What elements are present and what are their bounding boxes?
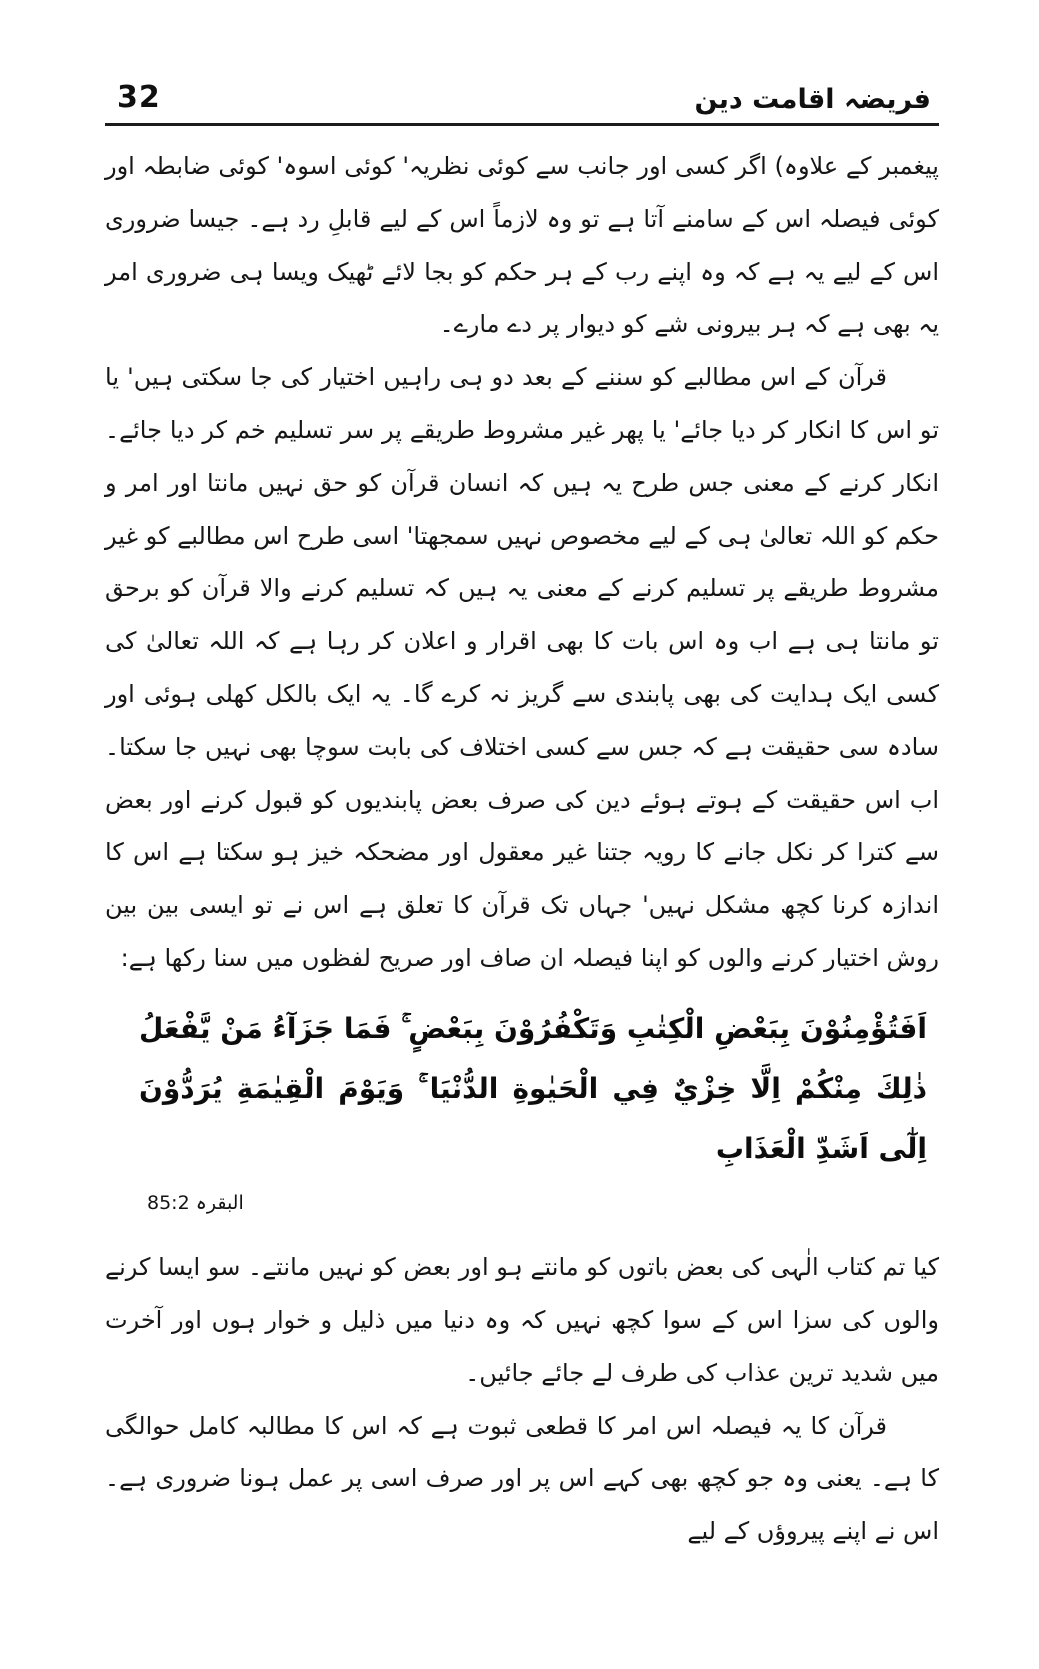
header-title: فریضہ اقامت دین	[694, 84, 931, 115]
page-number: 32	[117, 80, 161, 115]
paragraph-translation: کیا تم کتاب الٰہی کی بعض باتوں کو مانتے ہو اور بعض کو نہیں مانتے۔ سو ایسا کرنے والوں کی سزا اس کے سوا کچھ نہیں کہ وہ دنیا میں ذلیل و خوار ہوں اور آخرت میں شدید ترین عذاب کی طرف لے جائے جائیں۔	[105, 1253, 939, 1387]
quran-verse: اَفَتُؤْمِنُوْنَ بِبَعْضِ الْكِتٰبِ وَتَكْفُرُوْنَ بِبَعْضٍ ۚ فَمَا جَزَآءُ مَنْ يَّفْعَلُ ذٰلِكَ مِنْكُمْ اِلَّا خِزْيٌ فِي الْحَيٰوةِ الدُّنْيَا ۚ وَيَوْمَ الْقِيٰمَةِ يُرَدُّوْنَ اِلٰٓى اَشَدِّ الْعَذَابِ	[139, 1011, 927, 1166]
header-rule	[105, 123, 939, 126]
verse-citation: البقرہ 85:2	[147, 1192, 244, 1215]
paragraph-continuation: پیغمبر کے علاوہ) اگر کسی اور جانب سے کوئی نظریہ' کوئی اسوہ' کوئی ضابطہ اور کوئی فیصلہ اس کے سامنے آتا ہے تو وہ لازماً اس کے لیے قابلِ رد ہے۔ جیسا ضروری اس کے لیے یہ ہے کہ وہ اپنے رب کے ہر حکم کو بجا لائے ٹھیک ویسا ہی ضروری امر یہ بھی ہے کہ ہر بیرونی شے کو دیوار پر دے مارے۔	[105, 152, 939, 339]
page-body	[105, 140, 939, 1558]
paragraph-main: قرآن کے اس مطالبے کو سننے کے بعد دو ہی راہیں اختیار کی جا سکتی ہیں' یا تو اس کا انکار کر دیا جائے' یا پھر غیر مشروط طریقے پر سر تسلیم خم کر دیا جائے۔ انکار کرنے کے معنی جس طرح یہ ہیں کہ انسان قرآن کو حق نہیں مانتا اور امر و حکم کو اللہ تعالیٰ ہی کے لیے مخصوص نہیں سمجھتا' اسی طرح اس مطالبے کو غیر مشروط طریقے پر تسلیم کرنے کے معنی یہ ہیں کہ تسلیم کرنے والا قرآن کو برحق تو مانتا ہی ہے اب وہ اس بات کا بھی اقرار و اعلان کر رہا ہے کہ اللہ تعالیٰ کی کسی ایک ہدایت کی بھی پابندی سے گریز نہ کرے گا۔ یہ ایک بالکل کھلی ہوئی اور سادہ سی حقیقت ہے کہ جس سے کسی اختلاف کی بابت سوچا بھی نہیں جا سکتا۔ اب اس حقیقت کے ہوتے ہوئے دین کی صرف بعض پابندیوں کو قبول کرنے اور بعض سے کترا کر نکل جانے کا رویہ جتنا غیر معقول اور مضحکہ خیز ہو سکتا ہے اس کا اندازہ کرنا کچھ مشکل نہیں' جہاں تک قرآن کا تعلق ہے اس نے تو ایسی بین بین روش اختیار کرنے والوں کو اپنا فیصلہ ان صاف اور صریح لفظوں میں سنا رکھا ہے:	[105, 363, 939, 972]
page-header	[105, 80, 939, 115]
paragraph-closing: قرآن کا یہ فیصلہ اس امر کا قطعی ثبوت ہے کہ اس کا مطالبہ کامل حوالگی کا ہے۔ یعنی وہ جو کچھ بھی کہے اس پر اور صرف اسی پر عمل ہونا ضروری ہے۔ اس نے اپنے پیروؤں کے لیے	[105, 1411, 939, 1546]
